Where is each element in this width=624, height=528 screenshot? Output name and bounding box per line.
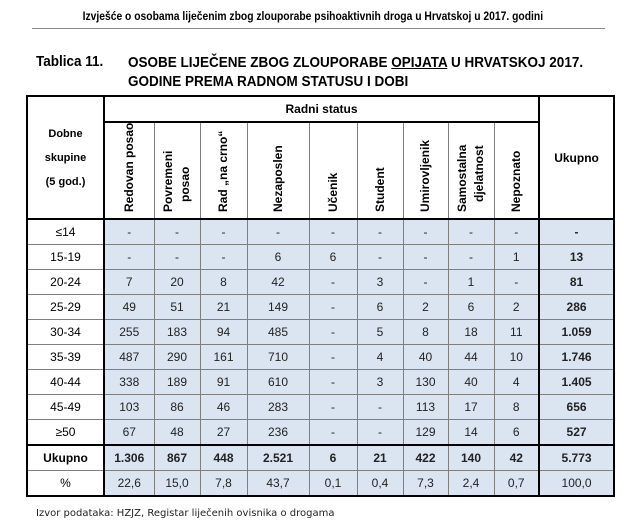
value-cell: -	[309, 320, 357, 345]
value-cell: -	[309, 420, 357, 446]
value-cell: 48	[154, 420, 200, 446]
value-cell: 2	[403, 295, 448, 320]
value-cell: 485	[247, 320, 309, 345]
header-divider	[32, 28, 605, 29]
column-header-label	[418, 140, 433, 212]
total-cell: 527	[539, 420, 614, 446]
age-group-cell: 20-24	[27, 270, 104, 295]
work-status-group-header: Radni status	[104, 96, 539, 122]
column-header	[104, 122, 154, 219]
value-cell: -	[403, 219, 448, 245]
column-header-line: Nezaposlen	[270, 145, 285, 212]
value-cell: -	[448, 219, 494, 245]
table-row	[27, 370, 614, 395]
column-header	[309, 122, 357, 219]
age-group-cell: 15-19	[27, 245, 104, 270]
value-cell: 3	[357, 370, 403, 395]
table-row	[27, 420, 614, 446]
age-group-cell: 25-29	[27, 295, 104, 320]
value-cell: -	[154, 245, 200, 270]
column-header	[448, 122, 494, 219]
total-cell: 5.773	[539, 445, 614, 471]
value-cell: 6	[247, 245, 309, 270]
value-cell: 290	[154, 345, 200, 370]
column-header-line: Student	[372, 167, 387, 212]
value-cell: 8	[200, 270, 247, 295]
value-cell: 86	[154, 395, 200, 420]
value-cell: 130	[403, 370, 448, 395]
total-cell: 286	[539, 295, 614, 320]
value-cell: 338	[104, 370, 154, 395]
value-cell: 2.521	[247, 445, 309, 471]
value-cell: 0,1	[309, 471, 357, 497]
table-title-line2: GODINE PREMA RADNOM STATUSU I DOBI	[128, 73, 409, 90]
total-cell: 100,0	[539, 471, 614, 497]
column-header	[154, 122, 200, 219]
column-header-label	[160, 151, 194, 212]
column-header-line: Umirovljenik	[418, 139, 432, 212]
value-cell: 1	[494, 245, 539, 270]
value-cell: -	[247, 219, 309, 245]
value-cell: 183	[154, 320, 200, 345]
value-cell: 6	[309, 445, 357, 471]
value-cell: 6	[357, 295, 403, 320]
table-row	[27, 270, 614, 295]
value-cell: -	[357, 245, 403, 270]
total-cell: 1.746	[539, 345, 614, 370]
value-cell: 3	[357, 270, 403, 295]
value-cell: 67	[104, 420, 154, 446]
value-cell: 49	[104, 295, 154, 320]
value-cell: 140	[448, 445, 494, 471]
table-label: Tablica 11.	[36, 53, 104, 70]
total-cell: 81	[539, 270, 614, 295]
age-group-cell: %	[27, 471, 104, 497]
value-cell: -	[403, 270, 448, 295]
value-cell: -	[309, 395, 357, 420]
column-header-line: Nepoznato	[508, 150, 523, 212]
value-cell: -	[494, 219, 539, 245]
column-header-label	[326, 173, 341, 212]
table-row	[27, 345, 614, 370]
column-header-line: Učenik	[325, 172, 340, 212]
column-header-label	[122, 123, 137, 212]
table-title	[128, 53, 583, 91]
value-cell: 422	[403, 445, 448, 471]
value-cell: -	[309, 219, 357, 245]
value-cell: 11	[494, 320, 539, 345]
value-cell: 44	[448, 345, 494, 370]
value-cell: 7,3	[403, 471, 448, 497]
value-cell: 103	[104, 395, 154, 420]
value-cell: 22,6	[104, 471, 154, 497]
table-title-part: OSOBE LIJEČENE ZBOG ZLOUPORABE	[128, 54, 392, 71]
value-cell: 5	[357, 320, 403, 345]
document-header: Izvješće o osobama liječenim zbog zlouporabe psihoaktivnih droga u Hrvatskoj u 2017. godini	[82, 9, 544, 23]
value-cell: 0,4	[357, 471, 403, 497]
value-cell: 448	[200, 445, 247, 471]
value-cell: -	[357, 395, 403, 420]
age-group-cell: Ukupno	[27, 445, 104, 471]
value-cell: 6	[309, 245, 357, 270]
value-cell: 149	[247, 295, 309, 320]
value-cell: 4	[494, 370, 539, 395]
column-header-label	[216, 131, 231, 212]
column-header	[357, 122, 403, 219]
value-cell: 189	[154, 370, 200, 395]
value-cell: 867	[154, 445, 200, 471]
value-cell: 17	[448, 395, 494, 420]
value-cell: 236	[247, 420, 309, 446]
value-cell: -	[104, 219, 154, 245]
value-cell: 8	[494, 395, 539, 420]
value-cell: 283	[247, 395, 309, 420]
value-cell: -	[494, 270, 539, 295]
value-cell: 6	[448, 295, 494, 320]
value-cell: -	[200, 219, 247, 245]
value-cell: 46	[200, 395, 247, 420]
value-cell: 20	[154, 270, 200, 295]
value-cell: -	[448, 245, 494, 270]
table-row	[27, 320, 614, 345]
value-cell: 113	[403, 395, 448, 420]
table-title-part: U HRVATSKOJ 2017.	[447, 54, 584, 71]
column-header-line: Rad „na crno“	[216, 130, 230, 212]
column-header-line: Povremeni	[161, 150, 175, 212]
table-title-underlined: OPIJATA	[391, 54, 448, 71]
column-header-label	[509, 151, 524, 212]
column-header	[200, 122, 247, 219]
value-cell: -	[309, 345, 357, 370]
value-cell: 91	[200, 370, 247, 395]
table-row	[27, 219, 614, 245]
value-cell: 1	[448, 270, 494, 295]
value-cell: 43,7	[247, 471, 309, 497]
column-header	[247, 122, 309, 219]
total-cell: 13	[539, 245, 614, 270]
value-cell: 610	[247, 370, 309, 395]
table-row	[27, 395, 614, 420]
age-group-cell: 35-39	[27, 345, 104, 370]
total-cell: 656	[539, 395, 614, 420]
table-row	[27, 295, 614, 320]
age-group-header	[27, 96, 104, 219]
value-cell: 2	[494, 295, 539, 320]
value-cell: -	[357, 219, 403, 245]
value-cell: 161	[200, 345, 247, 370]
age-group-cell: 40-44	[27, 370, 104, 395]
column-header-line: posao	[178, 166, 192, 202]
value-cell: -	[309, 270, 357, 295]
column-header-label	[271, 145, 286, 212]
value-cell: 0,7	[494, 471, 539, 497]
table-row	[27, 445, 614, 471]
value-cell: 1.306	[104, 445, 154, 471]
total-cell: 1.059	[539, 320, 614, 345]
source-note: Izvor podataka: HZJZ, Registar liječenih ovisnika o drogama	[36, 508, 335, 519]
total-cell: -	[539, 219, 614, 245]
value-cell: 21	[357, 445, 403, 471]
value-cell: 14	[448, 420, 494, 446]
value-cell: 40	[403, 345, 448, 370]
value-cell: -	[309, 370, 357, 395]
column-header-line: Samostalna	[455, 144, 469, 212]
age-header-line: Dobne	[48, 127, 83, 140]
age-group-cell: 30-34	[27, 320, 104, 345]
table-row	[27, 471, 614, 497]
value-cell: -	[357, 420, 403, 446]
value-cell: 42	[247, 270, 309, 295]
value-cell: 710	[247, 345, 309, 370]
value-cell: 7	[104, 270, 154, 295]
value-cell: 487	[104, 345, 154, 370]
column-header	[494, 122, 539, 219]
column-header-label	[373, 167, 388, 212]
value-cell: 255	[104, 320, 154, 345]
column-header-line: Redovan posao	[121, 122, 136, 212]
value-cell: 2,4	[448, 471, 494, 497]
value-cell: 8	[403, 320, 448, 345]
data-table	[26, 95, 615, 497]
age-header-line: skupine	[44, 151, 87, 164]
value-cell: 94	[200, 320, 247, 345]
total-column-header: Ukupno	[539, 96, 614, 219]
value-cell: -	[200, 245, 247, 270]
total-cell: 1.405	[539, 370, 614, 395]
value-cell: 7,8	[200, 471, 247, 497]
value-cell: 18	[448, 320, 494, 345]
age-group-cell: ≤14	[27, 219, 104, 245]
value-cell: 27	[200, 420, 247, 446]
value-cell: 40	[448, 370, 494, 395]
column-header	[403, 122, 448, 219]
value-cell: 129	[403, 420, 448, 446]
age-group-cell: 45-49	[27, 395, 104, 420]
value-cell: 21	[200, 295, 247, 320]
value-cell: 51	[154, 295, 200, 320]
value-cell: 4	[357, 345, 403, 370]
table-row	[27, 245, 614, 270]
value-cell: -	[154, 219, 200, 245]
value-cell: 42	[494, 445, 539, 471]
column-header-line: djelatnost	[472, 145, 486, 202]
value-cell: 6	[494, 420, 539, 446]
age-header-line: (5 god.)	[45, 175, 86, 188]
value-cell: -	[104, 245, 154, 270]
age-group-cell: ≥50	[27, 420, 104, 446]
value-cell: -	[309, 295, 357, 320]
column-header-label	[454, 145, 488, 212]
value-cell: -	[403, 245, 448, 270]
value-cell: 10	[494, 345, 539, 370]
value-cell: 15,0	[154, 471, 200, 497]
